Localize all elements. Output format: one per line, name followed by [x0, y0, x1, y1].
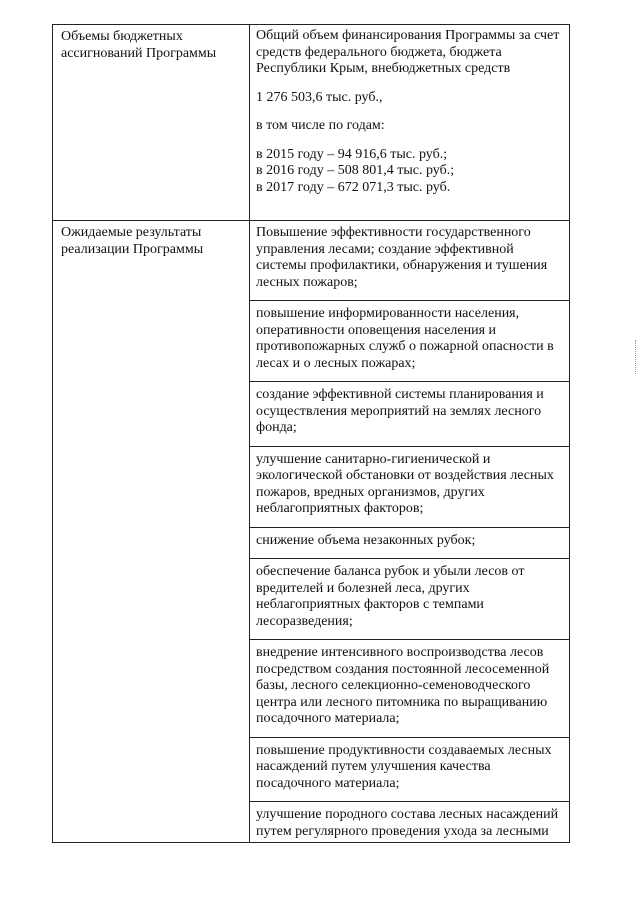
funding-year-2016: в 2016 году – 508 801,4 тыс. руб.; — [256, 163, 455, 178]
funding-label: Объемы бюджетных ассигнований Программы — [53, 25, 250, 221]
result-item: улучшение породного состава лесных насаждений путем регулярного проведения ухода за лесными — [256, 807, 559, 839]
result-item: улучшение санитарно-гигиенической и экологической обстановки от воздействия лесных пожаров, вредных организмов, других неблагоприятных факторов; — [256, 451, 554, 516]
funding-total: 1 276 503,6 тыс. руб., — [256, 89, 383, 105]
program-passport-table — [52, 24, 570, 843]
result-divider — [250, 737, 569, 738]
funding-row — [53, 25, 570, 221]
result-divider — [250, 300, 569, 301]
result-divider — [250, 527, 569, 528]
funding-by-years-intro: в том числе по годам: — [256, 118, 385, 133]
result-divider — [250, 639, 569, 640]
result-item: повышение информированности населения, оперативности оповещения населения и противопожарных служб о пожарной опасности в лесах и о лесных пожарах; — [256, 306, 554, 371]
result-item: Повышение эффективности государственного управления лесами; создание эффективной системы профилактики, обнаружения и тушения лесных пожаров; — [256, 225, 548, 290]
funding-value-cell — [250, 25, 570, 221]
result-item: снижение объема незаконных рубок; — [256, 532, 476, 548]
funding-intro: Общий объем финансирования Программы за счет средств федерального бюджета, бюджета Республики Крым, внебюджетных средств — [256, 28, 560, 76]
results-row — [53, 221, 570, 843]
result-divider — [250, 446, 569, 447]
result-item: обеспечение баланса рубок и убыли лесов от вредителей и болезней леса, других неблагоприятных факторов с темпами лесоразведения; — [256, 564, 525, 629]
result-item: создание эффективной системы планирования и осуществления мероприятий на землях лесного фонда; — [256, 387, 544, 435]
funding-year-2017: в 2017 году – 672 071,3 тыс. руб. — [256, 179, 451, 195]
result-item: повышение продуктивности создаваемых лесных насаждений путем улучшения качества посадочного материала; — [256, 742, 552, 791]
funding-year-2015: в 2015 году – 94 916,6 тыс. руб.; — [256, 146, 448, 162]
results-label: Ожидаемые результаты реализации Программы — [53, 221, 250, 843]
result-divider — [250, 558, 569, 559]
result-divider — [250, 381, 569, 382]
results-value-cell — [250, 221, 570, 843]
scan-margin-mark — [635, 340, 638, 374]
result-divider — [250, 801, 569, 802]
result-item: внедрение интенсивного воспроизводства лесов посредством создания постоянной лесосеменной базы, лесного селекционно-семеноводческого центра или лесного питомника по выращиванию посадочного материала; — [256, 645, 550, 726]
